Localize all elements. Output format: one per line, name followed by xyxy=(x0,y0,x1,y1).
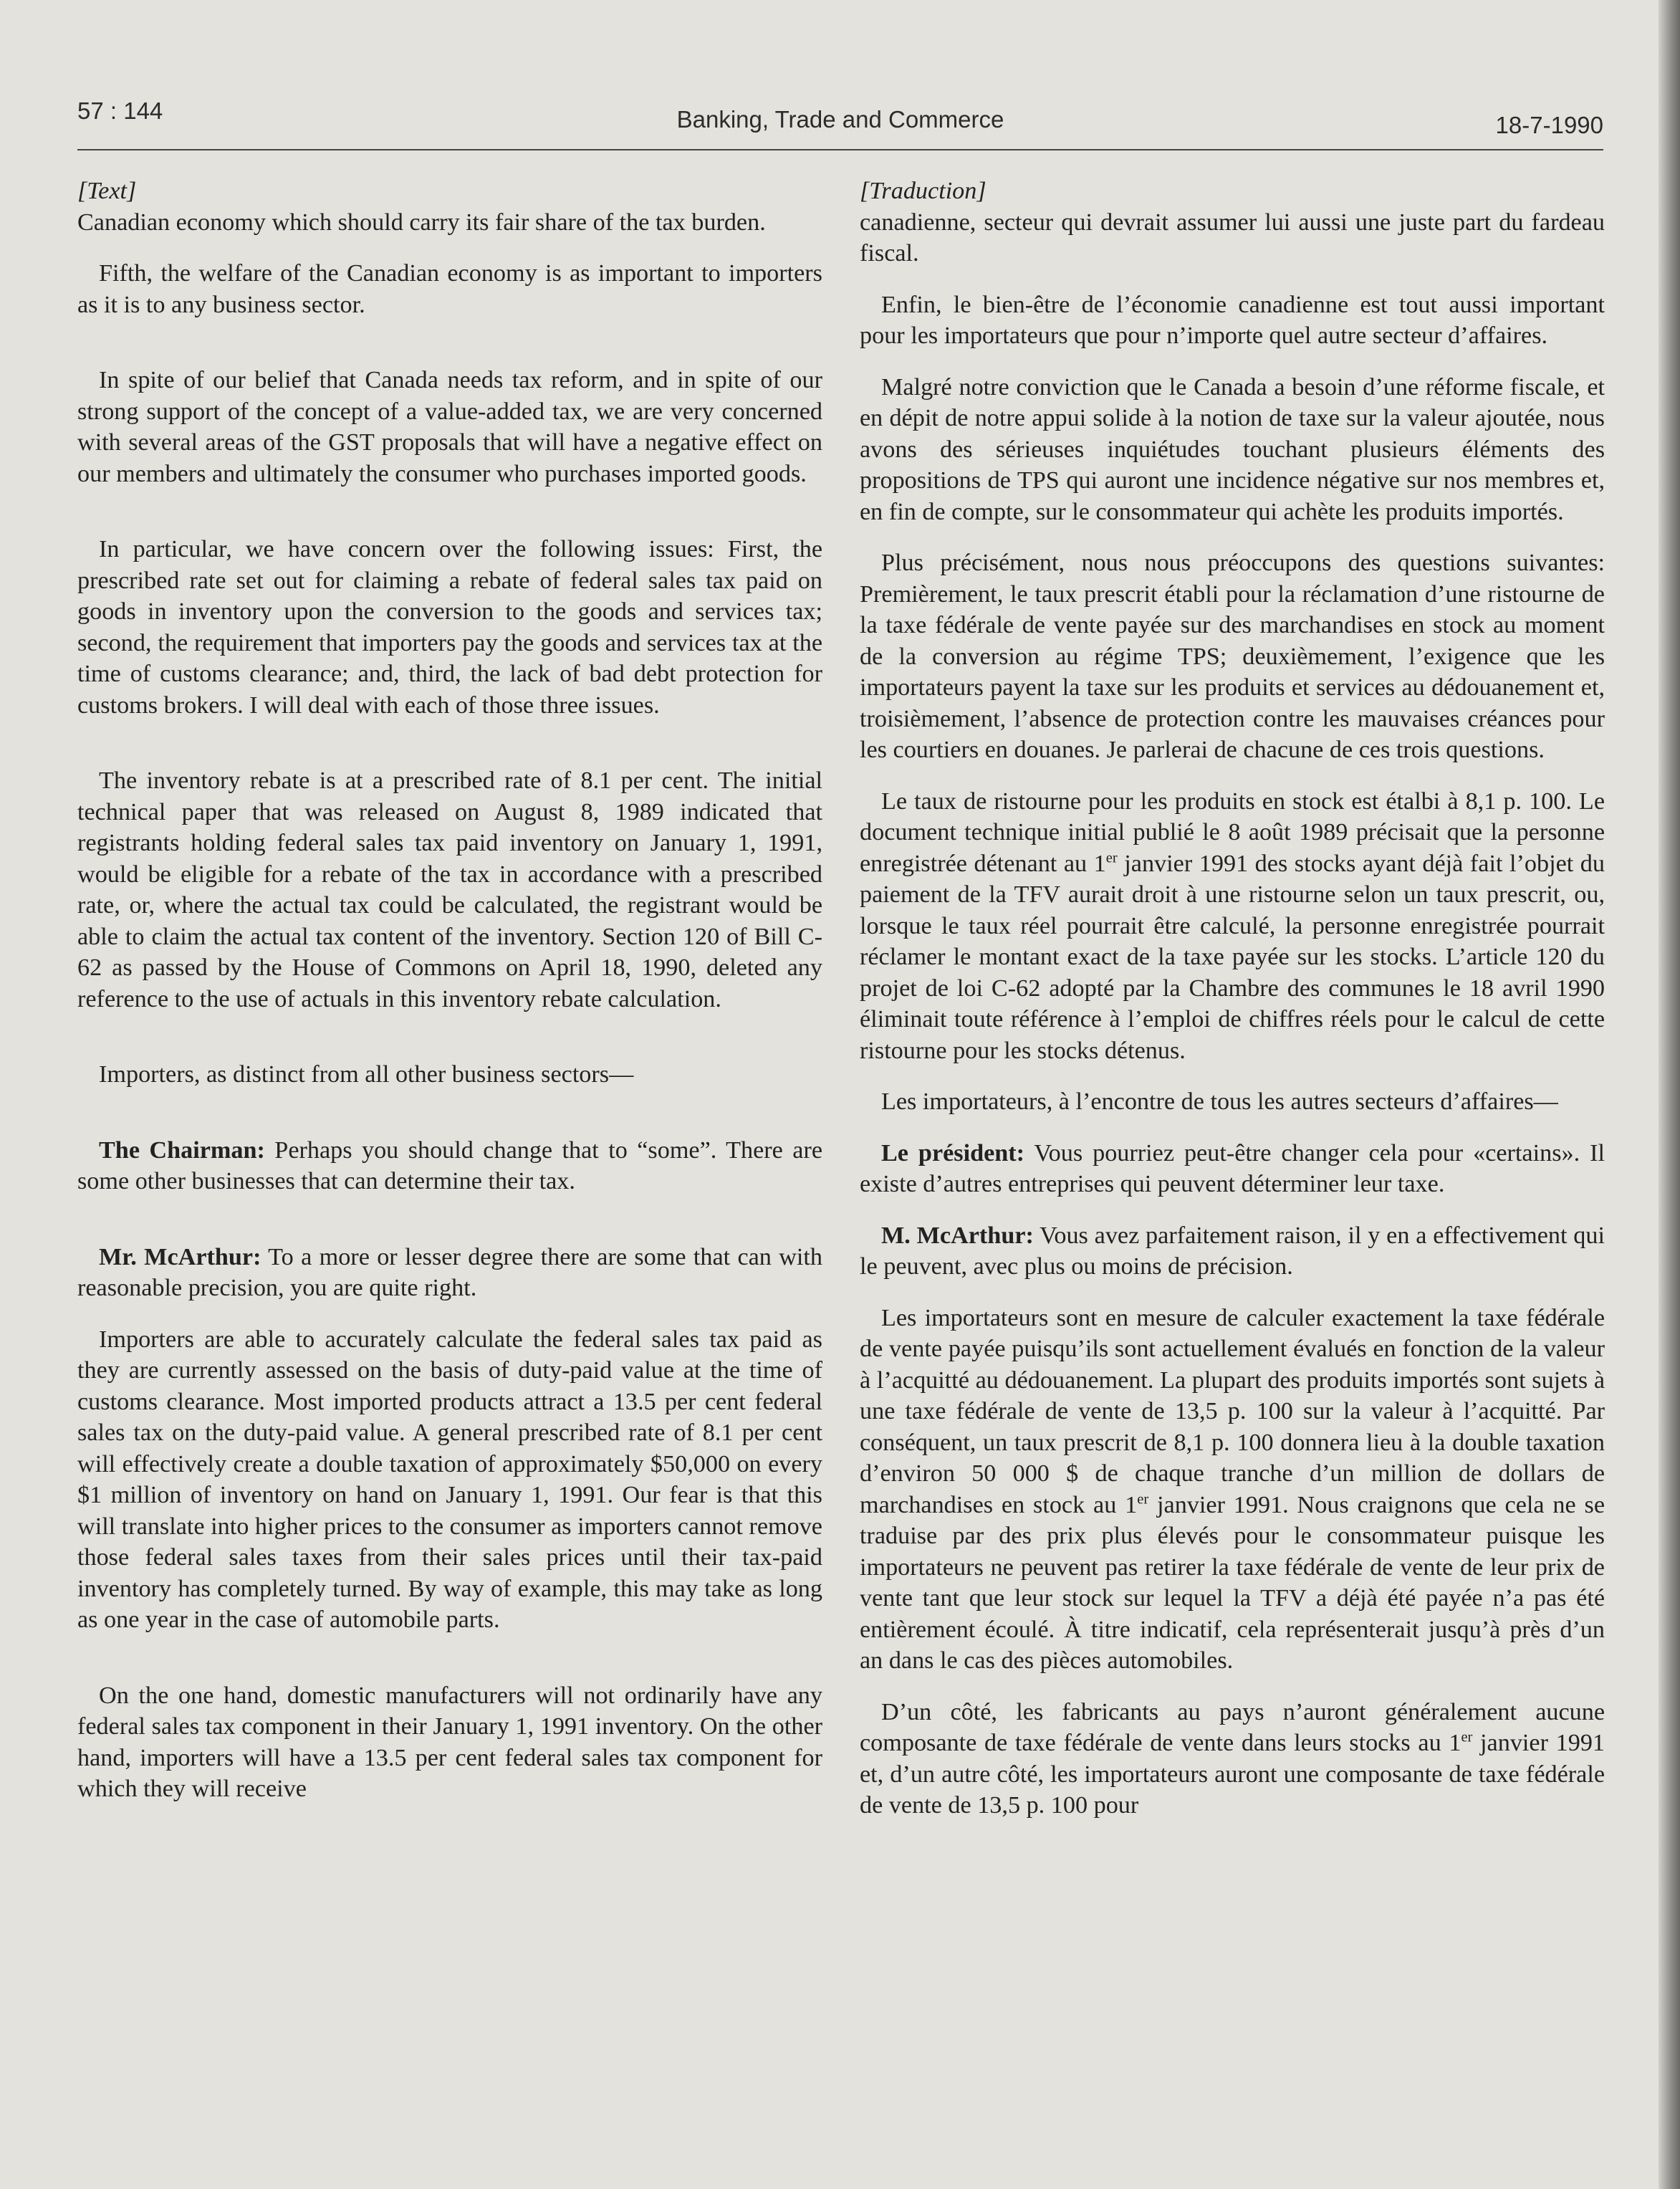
fr-paragraph-3: Malgré notre conviction que le Canada a besoin d’une réforme fiscale, et en dépit de notre appui solide à la notion de taxe sur la valeur ajoutée, nous avons des sérieuses inquiétudes touchant plusieurs éléments des propositions de TPS qui auront une incidence négative sur nos membres et, en fin de compte, sur le consommateur qui achète les produits importés. xyxy=(860,373,1605,525)
en-paragraph-10: On the one hand, domestic manufacturers will not ordinarily have any federal sales tax component in their January 1, 1991 inventory. On the other hand, importers will have a 13.5 per cent federal sales tax component for which they will receive xyxy=(77,1682,822,1802)
speech-text: Vous avez parfaitement raison, il y en a effectivement qui le peuvent, avec plus ou moins de précision. xyxy=(860,1222,1605,1280)
fr-paragraph-1: canadienne, secteur qui devrait assumer lui aussi une juste part du fardeau fiscal. xyxy=(860,209,1605,267)
page-number: 57 : 144 xyxy=(77,97,163,124)
fr-text: Les importateurs sont en mesure de calculer exactement la taxe fédérale de vente payée puisqu’ils sont actuellement évalués en fonction de la valeur à l’acquitté au dédouanement. La plupart des produits importés sont sujets à une taxe fédérale de vente de 13,5 p. 100 sur la valeur à l’acquitté. Par conséquent, un taux prescrit de 8,1 p. 100 donnera lieu à la double taxation d’environ 50 000 $ de chaque tranche d’un million de dollars de marchandises en stock au 1 xyxy=(860,1304,1605,1518)
fr-text: D’un côté, les fabricants au pays n’auront généralement aucune composante de taxe fédérale de vente dans leurs stocks au 1 xyxy=(860,1698,1605,1756)
en-paragraph-7 xyxy=(77,1135,822,1197)
en-paragraph-3: In spite of our belief that Canada needs tax reform, and in spite of our strong support of the concept of a value-added tax, we are very concerned with several areas of the GST proposals that will have a negative effect on our members and ultimately the consumer who purchases imported goods. xyxy=(77,367,822,487)
speaker-name: Le président: xyxy=(881,1139,1025,1167)
en-paragraph-9: Importers are able to accurately calculate the federal sales tax paid as they are currently assessed on the basis of duty-paid value at the time of customs clearance. Most imported products attract a 13.5 per cent federal sales tax on the duty-paid value. A general prescribed rate of 8.1 per cent will effectively create a double taxation of approximately $50,000 on every $1 million of inventory on hand on January 1, 1991. Our fear is that this will translate into higher prices to the consumer as importers cannot remove those federal sales taxes from their sales prices until their tax-paid inventory has completely turned. By way of example, this may take as long as one year in the case of automobile parts. xyxy=(77,1326,822,1633)
en-paragraph-8 xyxy=(77,1242,822,1304)
ordinal-superscript: er xyxy=(1461,1729,1473,1745)
fr-paragraph-5 xyxy=(860,786,1605,1067)
fr-paragraph-6: Les importateurs, à l’encontre de tous les autres secteurs d’affaires— xyxy=(881,1088,1558,1115)
fr-paragraph-7 xyxy=(860,1138,1605,1200)
ordinal-superscript: er xyxy=(1137,1491,1149,1508)
en-paragraph-2: Fifth, the welfare of the Canadian economy is as important to importers as it is to any business sector. xyxy=(77,260,822,318)
fr-paragraph-4: Plus précisément, nous nous préoccupons des questions suivantes: Premièrement, le taux prescrit établi pour la réclamation d’une ristourne de la taxe fédérale de vente payée sur des marchandises en stock au moment de la conversion au régime TPS; deuxièmement, l’exigence que les importateurs payent la taxe sur les produits et services au dédouanement et, troisièmement, l’absence de protection contre les mauvaises créances pour les courtiers en douanes. Je parlerai de chacune de ces trois questions. xyxy=(860,550,1605,763)
fr-text: janvier 1991 et, d’un autre côté, les importateurs auront une composante de taxe fédérale de vente de 13,5 p. 100 pour xyxy=(860,1730,1605,1819)
french-column-label: [Traduction] xyxy=(860,178,987,204)
fr-text: Le taux de ristourne pour les produits en stock est étalbi à 8,1 p. 100. Le document technique initial publié le 8 août 1989 précisait que la personne enregistrée détenant au 1 xyxy=(860,787,1605,877)
speaker-name: M. McArthur: xyxy=(881,1222,1034,1249)
speaker-name: Mr. McArthur: xyxy=(99,1243,261,1270)
english-column xyxy=(77,176,822,1825)
en-paragraph-6: Importers, as distinct from all other business sectors— xyxy=(99,1061,634,1088)
fr-paragraph-2: Enfin, le bien-être de l’économie canadienne est tout aussi important pour les importateurs que pour n’importe quel autre secteur d’affaires. xyxy=(860,291,1605,349)
en-paragraph-4: In particular, we have concern over the following issues: First, the prescribed rate set out for claiming a rebate of federal sales tax paid on goods in inventory upon the conversion to the goods and services tax; second, the requirement that importers pay the goods and services tax at the time of customs clearance; and, third, the lack of bad debt protection for customs brokers. I will deal with each of those three issues. xyxy=(77,536,822,719)
en-paragraph-1: Canadian economy which should carry its fair share of the tax burden. xyxy=(77,209,766,236)
fr-paragraph-10 xyxy=(860,1697,1605,1821)
ordinal-superscript: er xyxy=(1105,850,1118,866)
page-edge xyxy=(1659,0,1680,2189)
header-date: 18-7-1990 xyxy=(1495,112,1603,138)
speaker-name: The Chairman: xyxy=(99,1136,265,1164)
french-column xyxy=(860,176,1605,1841)
fr-paragraph-9 xyxy=(860,1303,1605,1677)
page-header xyxy=(77,92,1603,150)
running-title: Banking, Trade and Commerce xyxy=(676,106,1004,133)
fr-text: janvier 1991 des stocks ayant déjà fait l’objet du paiement de la TFV aurait droit à une ristourne selon un taux prescrit, ou, lorsque le taux réel pourrait être calculé, la personne enregistrée pourrait réclamer le montant exact de la taxe payée sur les stocks. L’article 120 du projet de loi C-62 adopté par la Chambre des communes le 18 avril 1990 éliminait toute référence à l’emploi de chiffres réels pour le calcul de cette ristourne pour les stocks détenus. xyxy=(860,850,1605,1064)
fr-text: janvier 1991. Nous craignons que cela ne se traduise par des prix plus élevés pour le consommateur puisque les importateurs ne peuvent pas retirer la taxe fédérale de vente de leur prix de vente tant que leur stock sur lequel la TFV a déjà été payée n’a pas été entièrement écoulé. À titre indicatif, cela représenterait jusqu’à près d’un an dans le cas des pièces automobiles. xyxy=(860,1491,1605,1674)
speech-text: To a more or lesser degree there are some that can with reasonable precision, you are quite right. xyxy=(77,1243,823,1301)
speech-text: Vous pourriez peut-être changer cela pour «certains». Il existe d’autres entreprises qui peuvent déterminer leur taxe. xyxy=(860,1139,1605,1197)
english-column-label: [Text] xyxy=(77,178,137,204)
fr-paragraph-8 xyxy=(860,1220,1605,1283)
speech-text: Perhaps you should change that to “some”. There are some other businesses that can determine their tax. xyxy=(77,1136,822,1194)
en-paragraph-5: The inventory rebate is at a prescribed rate of 8.1 per cent. The initial technical paper that was released on August 8, 1989 indicated that registrants holding federal sales tax paid inventory on January 1, 1991, would be eligible for a rebate of the tax in accordance with a prescribed rate, or, where the actual tax could be calculated, the registrant would be able to claim the actual tax content of the inventory. Section 120 of Bill C-62 as passed by the House of Commons on April 18, 1990, deleted any reference to the use of actuals in this inventory rebate calculation. xyxy=(77,767,822,1012)
